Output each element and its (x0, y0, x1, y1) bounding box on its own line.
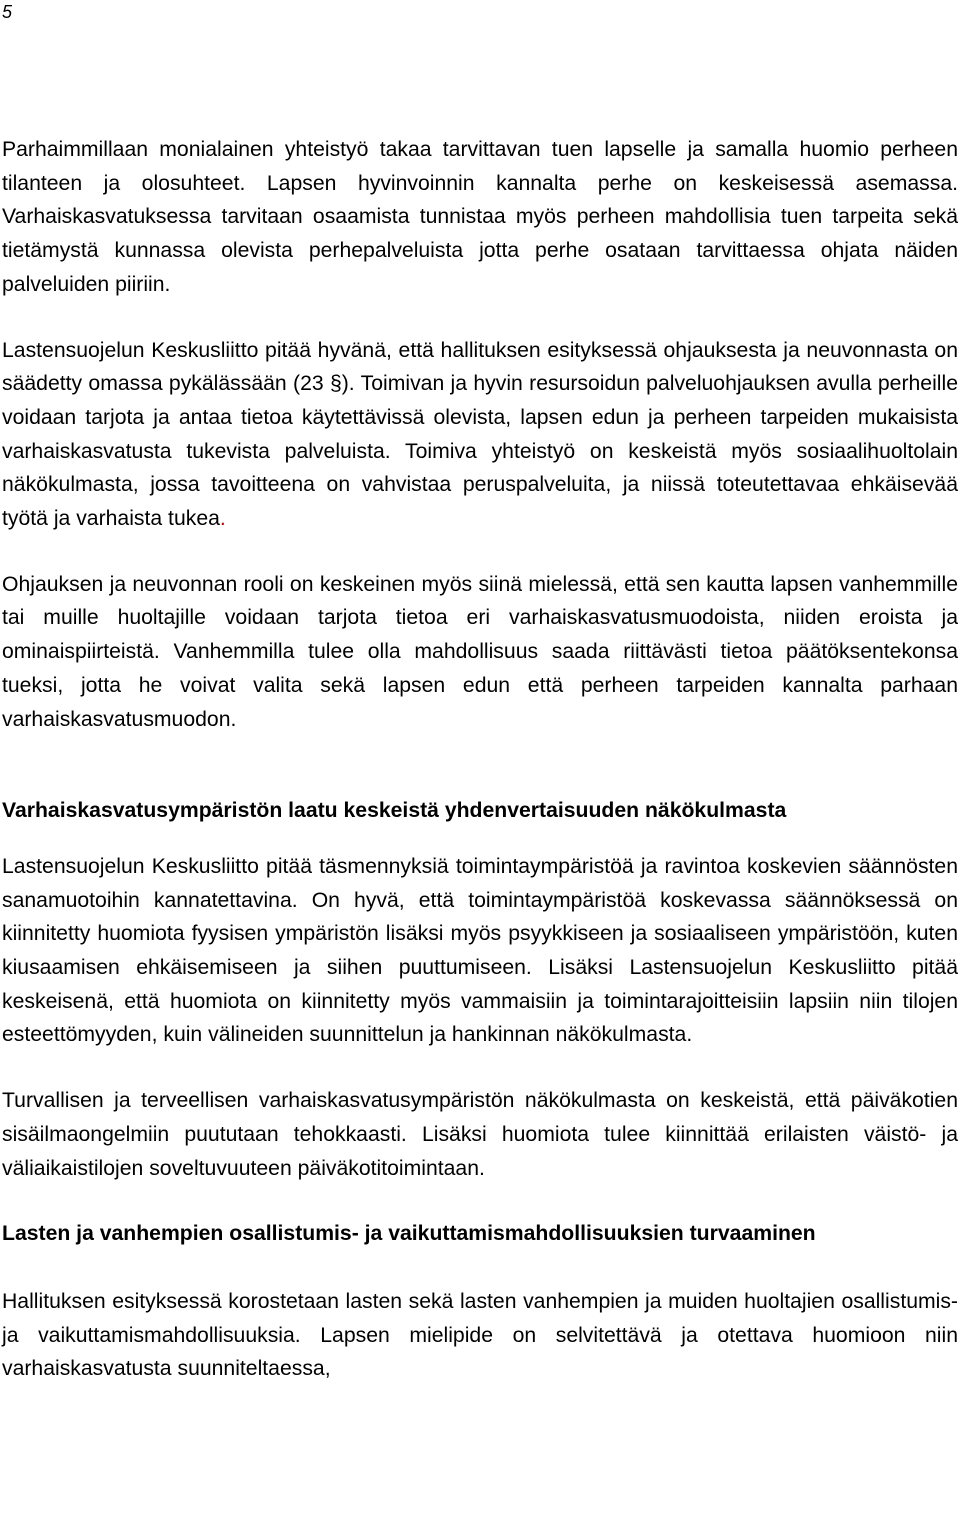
page-number: 5 (2, 2, 13, 22)
section-heading-participation: Lasten ja vanhempien osallistumis- ja vaikuttamismahdollisuuksien turvaaminen (2, 1222, 816, 1246)
paragraph-role-of-guidance: Ohjauksen ja neuvonnan rooli on keskeinen myös siinä mielessä, että sen kautta lapsen vanhemmille tai muille huoltajille voidaan tarjota tietoa eri varhaiskasvatusmuodoista, niiden eroista ja ominaispiirteistä. Vanhemmilla tulee olla mahdollisuus saada riittävästi tietoa päätöksentekonsa tueksi, jotta he voivat valita sekä lapsen edun että perheen tarpeiden kannalta parhaan varhaiskasvatusmuodon. (2, 572, 958, 731)
paragraph-guidance-counseling-text: Lastensuojelun Keskusliitto pitää hyvänä, että hallituksen esityksessä ohjauksesta ja neuvonnasta on säädetty omassa pykälässään (23 §). Toimivan ja hyvin resursoidun palveluohjauksen avulla perheille voidaan tarjota ja antaa tietoa käytettävissä olevista, lapsen edun ja perheen tarpeiden mukaisista varhaiskasvatusta tukevista palveluista. Toimiva yhteistyö on keskeistä myös sosiaalihuoltolain näkökulmasta, jossa tavoitteena on vahvistaa peruspalveluita, ja niissä toteutettavaa ehkäisevää työtä ja varhaista tukea (2, 338, 958, 531)
paragraph-indoor-air: Turvallisen ja terveellisen varhaiskasvatusympäristön näkökulmasta on keskeistä, että päiväkotien sisäilmaongelmiin puututaan tehokkaasti. Lisäksi huomiota tulee kiinnittää erilaisten väistö- ja väliaikaistilojen soveltuvuuteen päiväkotitoimintaan. (2, 1089, 958, 1180)
document-body (2, 133, 958, 1386)
paragraph-participation: Hallituksen esityksessä korostetaan lasten sekä lasten vanhempien ja muiden huoltajien osallistumis- ja vaikuttamismahdollisuuksia. Lapsen mielipide on selvitettävä ja otettava huomioon niin varhaiskasvatusta suunniteltaessa, (2, 1289, 958, 1381)
section-heading-environment-quality: Varhaiskasvatusympäristön laatu keskeistä yhdenvertaisuuden näkökulmasta (2, 799, 787, 823)
red-period-mark: . (219, 507, 226, 531)
paragraph-guidance-counseling (2, 334, 958, 536)
paragraph-cooperation: Parhaimmillaan monialainen yhteistyö takaa tarvittavan tuen lapselle ja samalla huomio perheen tilanteen ja olosuhteet. Lapsen hyvinvoinnin kannalta perhe on keskeisessä asemassa. Varhaiskasvatuksessa tarvitaan osaamista tunnistaa myös perheen mahdollisia tuen tarpeita sekä tietämystä kunnassa olevista perhepalveluista jotta perhe osataan tarvittaessa ohjata näiden palveluiden piiriin. (2, 138, 958, 296)
paragraph-environment-regulations: Lastensuojelun Keskusliitto pitää täsmennyksiä toimintaympäristöä ja ravintoa koskevien säännösten sanamuotoihin kannatettavina. On hyvä, että toimintaympäristöä koskevassa säännöksessä on kiinnitetty huomiota fyysisen ympäristön lisäksi myös psyykkiseen ja sosiaaliseen ympäristöön, kuten kiusaamisen ehkäisemiseen ja siihen puuttumiseen. Lisäksi Lastensuojelun Keskusliitto pitää keskeisenä, että huomiota on kiinnitetty myös vammaisiin ja toimintarajoitteisiin lapsiin niin tilojen esteettömyyden, kuin välineiden suunnittelun ja hankinnan näkökulmasta. (2, 854, 958, 1047)
